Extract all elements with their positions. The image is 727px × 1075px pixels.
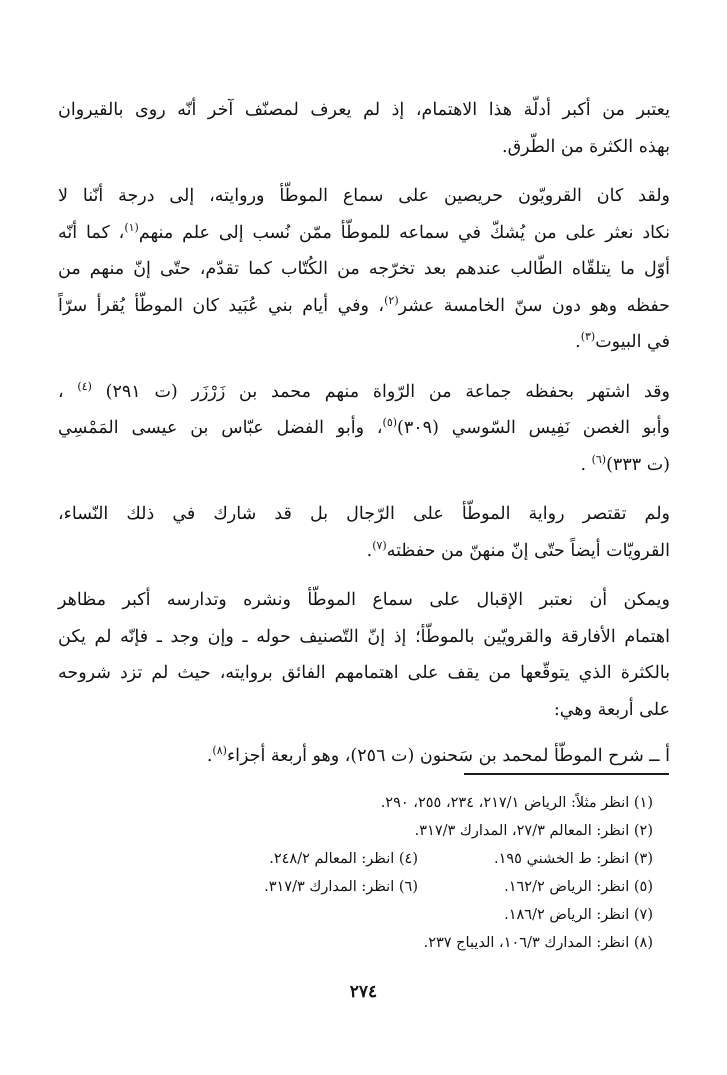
footnote-6: (٦) انظر: المدارك ٣١٧/٣. [264,879,418,895]
footnote-ref-1: (١) [124,220,139,234]
text-run: . [575,332,581,352]
paragraph-2 [58,178,670,361]
text-run: وأبو الغصن نَفِيس السّوسي (٣٠٩) [397,418,670,438]
text-line [58,288,670,325]
footnote-ref-6: (٦) [591,452,607,466]
footnotes [53,789,653,957]
text-line [58,215,670,252]
footnote-ref-8: (٨) [212,744,227,758]
text-line: اهتمام الأفارقة والقرويّين بالموطّأ؛ إذ إنّ التّصنيف حوله ـ وإن وجد ـ فإنّه لم يكن [58,626,670,647]
text-line: أوّل ما يتلقّاه الطّالب عندهم بعد تخرّجه من الكُتّاب كما تقدّم، حتّى إنّ منهم من [58,259,670,279]
text-line: على أربعة وهي: [553,699,670,720]
text-run: (ت ٣٣٣) [606,454,670,475]
text-run: . [580,454,592,475]
footnote-8: (٨) انظر: المدارك ١٠٦/٣، الديباج ٢٣٧. [423,935,653,951]
footnote-1: (١) انظر مثلاً: الرياض ٢١٧/١، ٢٣٤، ٢٥٥، ٢٩٠. [380,795,653,811]
text-run: ، وفي أيام بني عُبَيد كان الموطّأ يُقرأ سرّاً [58,295,385,316]
text-line: بالكثرة الذي يتوقّعها من يقف على اهتمامهم الفائق بروايته، حيث لم تزد شروحه [58,663,670,683]
footnote-row [53,929,653,957]
footnote-row [53,845,653,873]
text-run: حفظه وهو دون سنّ الخامسة عشر [398,295,671,316]
text-run: ، وأبو الفضل عبّاس بن عيسى المَمْسِي [58,418,383,438]
footnote-4: (٤) انظر: المعالم ٢٤٨/٢. [269,851,418,867]
text-line: ولقد كان القرويّون حريصين على سماع الموطّأ وروايته، إلى درجة أنّنا لا [58,186,670,206]
footnote-row [53,873,653,901]
book-page [58,92,670,775]
text-line [58,533,670,570]
footnote-row [53,817,653,845]
paragraph-1 [58,92,670,165]
paragraph-3 [58,374,670,484]
footnote-ref-7: (٧) [372,538,387,552]
text-run: في البيوت [595,332,670,352]
text-line [58,410,670,447]
text-line: يعتبر من أكبر أدلّة هذا الاهتمام، إذ لم يعرف لمصنّف آخر أنّه روى بالقيروان [58,100,670,120]
text-run: . [206,746,213,766]
footnote-7: (٧) انظر: الرياض ١٨٦/٢. [504,907,653,923]
text-line [58,374,670,411]
list-item-a [58,738,670,775]
paragraph-4 [58,496,670,569]
text-run: وقد اشتهر بحفظه جماعة من الرّواة منهم محمد بن زَرْزَر (ت ٢٩١) [105,381,670,402]
footnote-ref-3: (٣) [580,330,596,344]
text-line: بهذه الكثرة من الطّرق. [502,136,670,157]
text-run: ، كما أنّه [58,222,125,243]
text-run: ، [58,381,78,402]
text-run: . [366,540,373,561]
text-line: ولم تقتصر رواية الموطّأ على الرّجال بل قد شارك في ذلك النّساء، [58,504,670,524]
footnote-5: (٥) انظر: الرياض ١٦٢/٢. [504,879,653,895]
paragraph-5 [58,582,670,728]
text-run: نكاد نعثر على من يُشكّ في سماعه للموطّأ ممّن نُسب إلى علم منهم [138,222,670,243]
footnote-ref-2: (٢) [384,293,399,307]
text-line [58,447,670,484]
footnote-row [53,789,653,817]
text-line [58,324,670,361]
page-number: ٢٧٤ [349,982,378,1002]
text-line: ويمكن أن نعتبر الإقبال على سماع الموطّأ ونشره وتدارسه أكبر مظاهر [58,590,670,610]
footnote-separator [464,773,669,775]
footnote-ref-4: (٤) [77,379,92,393]
text-run: أ ــ شرح الموطّأ لمحمد بن سَحنون (ت ٢٥٦)، وهو أربعة أجزاء [226,746,670,766]
footnote-2: (٢) انظر: المعالم ٢٧/٣، المدارك ٣١٧/٣. [414,823,653,839]
text-run: القرويّات أيضاً حتّى إنّ منهنّ من حفظته [386,540,670,561]
footnote-row [53,901,653,929]
footnote-3: (٣) انظر: ط الخشني ١٩٥. [493,851,653,867]
footnote-ref-5: (٥) [382,416,398,430]
text-line [58,738,670,775]
